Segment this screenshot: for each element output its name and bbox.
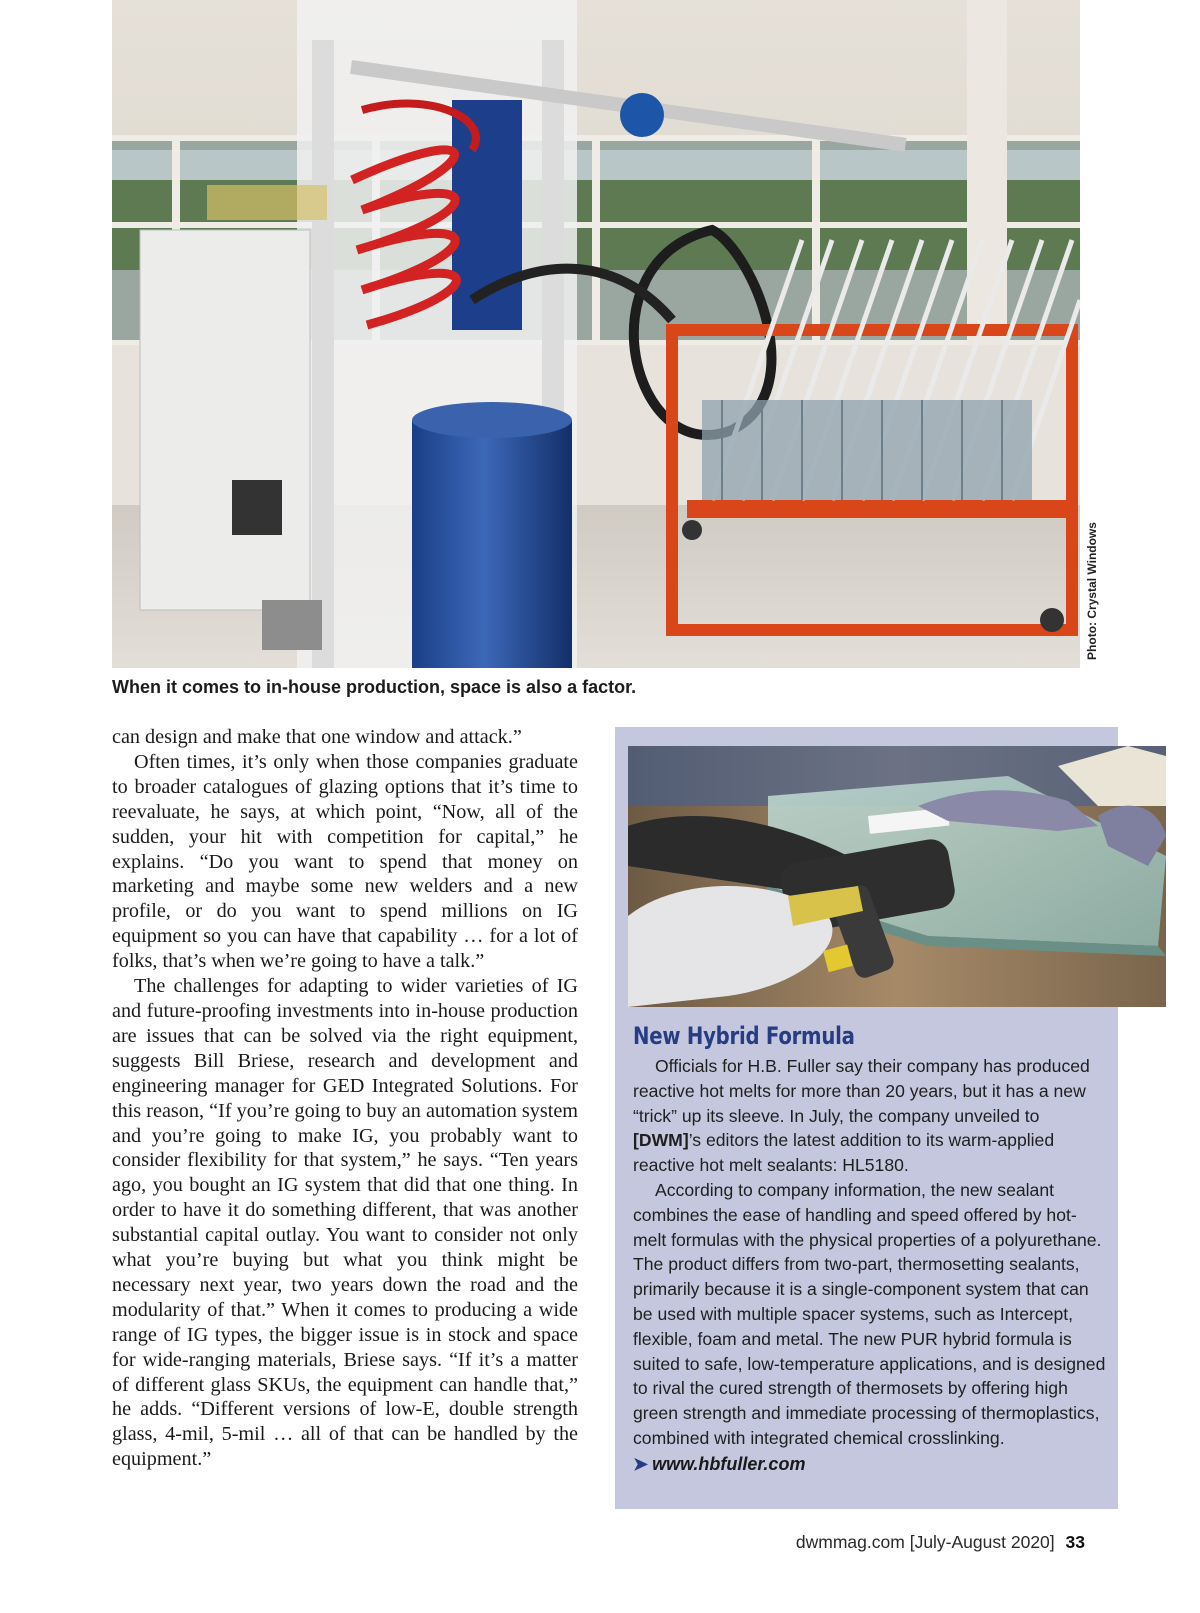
sidebar-link-text[interactable]: www.hbfuller.com [652,1453,806,1474]
sidebar-paragraph-text: ’s editors the latest addition to its warm-applied reactive hot melt sealants: HL5180. [633,1130,1055,1176]
photo-credit: Photo: Crystal Windows [1085,522,1099,660]
sidebar-paragraph-text: Officials for H.B. Fuller say their company has produced reactive hot melts for more than 20 years, but it has a new “trick” up its sleeve. In July, the company unveiled to [633,1056,1090,1126]
sidebar-photo [628,746,1166,1007]
photo-caption: When it comes to in-house production, space is also a factor. [112,677,637,697]
page-number: 33 [1065,1532,1085,1552]
publication-abbrev: [DWM] [633,1130,689,1151]
article-paragraph: Often times, it’s only when those companies graduate to broader catalogues of glazing options that it’s time to reevaluate, he says, at which point, “Now, all of the sudden, your hit with competition for capital,” he explains. “Do you want to spend that money on marketing and maybe some new welders and a new profile, or do you want to spend millions on IG equipment so you can have that capability … for a lot of folks, that’s when we’re going to have a talk.” [112,750,578,973]
arrow-right-icon: ➤ [633,1453,649,1474]
main-photo [112,0,1080,668]
main-photo-illustration [112,0,1080,668]
sidebar-text [633,1020,1107,1477]
sidebar-paragraph: According to company information, the new sealant combines the ease of handling and speed offered by hot-melt formulas with the physical properties of a polyurethane. The product differs from two-part, thermosetting sealants, primarily because it is a single-component system that can be used with multiple spacer systems, such as Intercept, flexible, foam and metal. The new PUR hybrid formula is suited to safe, low-temperature applications, and is designed to rival the cured strength of thermosets by offering high green strength and immediate processing of thermoplastics, combined with integrated chemical crosslinking. [633,1179,1106,1448]
page-footer [796,1532,1085,1553]
footer-site: dwmmag.com [795,1532,905,1552]
article-paragraph: The challenges for adapting to wider varieties of IG and future-proofing investments into in-house production are issues that can be solved via the right equipment, suggests Bill Briese, research and development and engineering manager for GED Integrated Solutions. For this reason, “If you’re going to buy an automation system and you’re going to make IG, you probably want to consider flexibility for that system,” he says. “Ten years ago, you bought an IG system that did that one thing. In order to have it do something different, that was another substantial capital outlay. You want to consider not only what you’re buying but what you think might be necessary next year, two years down the road and the modularity of that.” When it comes to producing a wide range of IG types, the bigger issue is in stock and space for wide-ranging materials, Briese says. “If it’s a matter of different glass SKUs, the equipment can handle that,” he adds. “Different versions of low-E, double strength glass, 4-mil, 5-mil … all of that can be handled by the equipment.” [112,975,578,1471]
footer-issue: [July-August 2020] [909,1532,1055,1552]
sidebar-title: New Hybrid Formula [633,1022,855,1050]
sidebar-photo-illustration [628,746,1166,1007]
article-body [112,725,578,1472]
sidebar-paragraph [633,1054,1107,1178]
article-paragraph: can design and make that one window and attack.” [112,726,522,748]
sidebar-link[interactable] [633,1451,1107,1477]
